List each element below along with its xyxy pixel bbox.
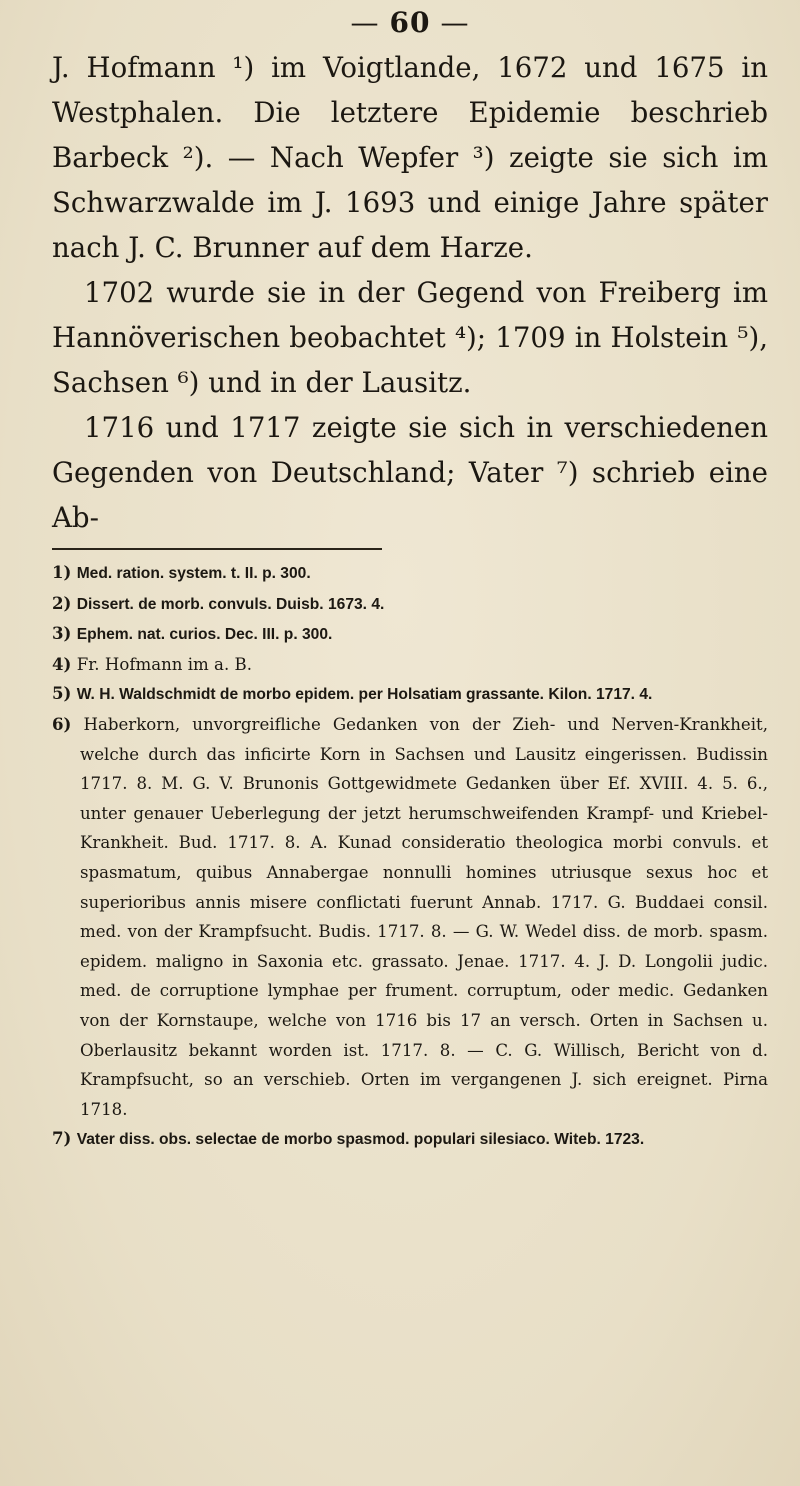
footnote [52,1124,768,1155]
paragraph: 1702 wurde sie in der Gegend von Freiberg im Hannöverischen beobachtet ⁴); 1709 in Holstein ⁵), Sachsen ⁶) und in der Lausitz. [52,276,768,399]
footnote [52,710,768,1124]
footnote-number: 5) [52,683,72,704]
footnote [52,679,768,710]
footnote [52,650,768,680]
paragraph: 1716 und 1717 zeigte sie sich in verschiedenen Gegenden von Deutschland; Vater ⁷) schrieb eine Ab- [52,411,768,534]
footnotes [52,558,768,1155]
footnote-number: 1) [52,562,72,582]
footnote [52,558,768,589]
footnote-text: Dissert. de morb. convuls. Duisb. 1673. 4. [76,595,385,613]
footnote-divider [52,548,382,550]
footnote-number: 7) [52,1128,72,1149]
footnote-number: 2) [52,592,72,613]
footnote-text: Ephem. nat. curios. Dec. III. p. 300. [76,626,333,644]
footnote-text: Haberkorn, unvorgreifliche Gedanken von der Zieh- und Nerven-Krankheit, welche durch das inficirte Korn in Sachsen und Lausitz eingerissen. Budissin 1717. 8. M. G. V. Brunonis Gottgewidmete Gedanken über Ef. XVIII. 4. 5. 6., unter genauer Ueberlegung der jetzt herumschweifenden Krampf- und Kriebel-Krankheit. Bud. 1717. 8. A. Kunad consideratio theologica morbi convuls. et spasmatum, quibus Annabergae nonnulli homines utriusque sexus hoc et superioribus annis misere conflictati fuerunt Annab. 1717. G. Buddaei consil. med. von der Krampfsucht. Budis. 1717. 8. — G. W. Wedel diss. de morb. spasm. epidem. maligno in Saxonia etc. grassato. Jenae. 1717. 4. J. D. Longolii judic. med. de corruptione lymphae per frument. corruptum, oder medic. Gedanken von der Kornstaupe, welche von 1716 bis 17 an versch. Orten in Sachsen u. Oberlausitz bekannt worden ist. 1717. 8. — C. G. Willisch, Bericht von d. Krampfsucht, so an verschieb. Orten im vergangenen J. sich ereignet. Pirna 1718. [80,714,768,1119]
paragraph: J. Hofmann ¹) im Voigtlande, 1672 und 1675 in Westphalen. Die letztere Epidemie beschrieb Barbeck ²). — Nach Wepfer ³) zeigte sie sich im Schwarzwalde im J. 1693 und einige Jahre später nach J. C. Brunner auf dem Harze. [52,51,768,264]
footnote-number: 6) [52,713,72,734]
page-number: — 60 — [52,6,768,39]
footnote-text: Vater diss. obs. selectae de morbo spasmod. populari silesiaco. Witeb. 1723. [76,1131,645,1149]
footnote-text: Fr. Hofmann im a. B. [76,654,252,674]
footnote-text: W. H. Waldschmidt de morbo epidem. per Holsatiam grassante. Kilon. 1717. 4. [76,686,653,704]
main-text [52,45,768,540]
footnote [52,589,768,620]
footnote-number: 3) [52,623,72,644]
footnote-text: Med. ration. system. t. II. p. 300. [76,565,311,582]
footnote-number: 4) [52,653,72,674]
footnote [52,619,768,650]
